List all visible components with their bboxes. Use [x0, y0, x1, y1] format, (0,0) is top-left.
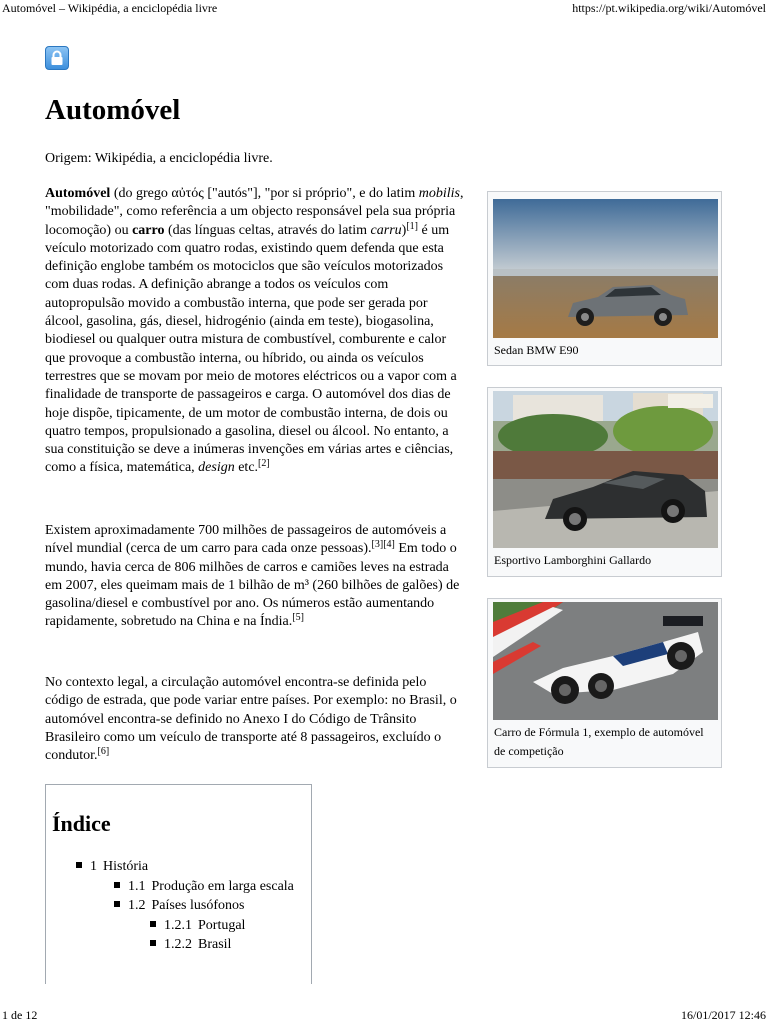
intro-paragraph: Automóvel (do grego αὐτός ["autós"], "por si próprio", e do latim mobilis, "mobilidade", como referência a um objecto responsável pela sua própria locomoção) ou carro (das línguas celtas, através do latim carru)[1] é um veículo motorizado com quatro rodas, existindo quem defenda que esta definição englobe também os motociclos que são veículos motorizados com duas rodas. A definição abrange a todos os veículos com autopropulsão movido a combustão interna, que pode ser gerada por álcool, gasolina, gás, diesel, hidrogénio (ainda em teste), biogasolina, biodiesel ou qualquer outra mistura de combustível, comburente e calor que provoque a combustão interna, ou híbrido, ou ainda os veículos terrestres que se movam por meio de motores eléctricos ou a vapor com a finalidade de transporte de passageiros e carga. O automóvel dos dias de hoje dispõe, tipicamente, de um motor de combustão interna, de dois ou quatro tempos, propulsionado a gasolina, diesel ou álcool. No entanto, a sua constituição se deve a inúmeras invenções em várias artes e ciências, como a física, matemática, design etc.[2] [45, 186, 464, 476]
figure-caption: Carro de Fórmula 1, exemplo de automóvel de competição [494, 725, 704, 758]
toc-item-paises-lusofonos[interactable]: 1.2 Países lusófonos [114, 897, 244, 915]
origin-note: Origem: Wikipédia, a enciclopédia livre. [45, 151, 273, 166]
ref-2-link[interactable]: [2] [258, 458, 270, 470]
lamborghini-image[interactable] [493, 391, 718, 548]
print-datetime: 16/01/2017 12:46 [680, 1008, 766, 1022]
formula1-image[interactable] [493, 602, 718, 720]
ref-5-link[interactable]: [5] [292, 612, 304, 624]
print-page-count: 1 de 12 [2, 1008, 38, 1022]
lock-icon[interactable] [45, 46, 69, 70]
bullet-icon [114, 901, 120, 907]
legal-paragraph: No contexto legal, a circulação automóvel encontra-se definida pelo código de estrada, que pode variar entre países. Por exemplo: no Brasil, o automóvel encontra-se definido no Anexo I do Código de Trânsito Brasileiro como um veículo de transporte até 8 passageiros, excluído o condutor.[6] [45, 675, 457, 764]
term-carro: carro [132, 222, 165, 238]
toc-title: Índice [52, 811, 111, 836]
term-automovel: Automóvel [45, 186, 111, 201]
term-design: design [198, 460, 235, 476]
toc-item-portugal[interactable]: 1.2.1 Portugal [150, 917, 245, 935]
figure-caption: Sedan BMW E90 [494, 343, 579, 357]
ref-1-link[interactable]: [1] [406, 220, 419, 232]
figure-bmw [487, 191, 722, 366]
statistics-paragraph: Existem aproximadamente 700 milhões de passageiros de automóveis a nível mundial (cerca de um carro para cada onze pessoas).[3][4] Em todo o mundo, havia cerca de 806 milhões de carros e camiões leves na estrada em 2007, eles queimam mais de 1 bilhão de m³ (260 bilhões de galões) de gasolina/diesel e combustível por ano. Os números estão aumentando rapidamente, sobretudo na China e na Índia.[5] [45, 523, 460, 630]
table-of-contents [45, 784, 312, 984]
ref-3-link[interactable]: [3] [371, 539, 384, 551]
bmw-sedan-image[interactable] [493, 199, 718, 338]
print-page-url: https://pt.wikipedia.org/wiki/Automóvel [572, 1, 766, 15]
bullet-icon [150, 940, 156, 946]
toc-item-producao[interactable]: 1.1 Produção em larga escala [114, 878, 294, 896]
greek-word: αὐτός [171, 186, 204, 201]
latin-carru: carru [370, 222, 402, 238]
print-page-title: Automóvel – Wikipédia, a enciclopédia livre [2, 1, 218, 15]
bullet-icon [114, 882, 120, 888]
ref-6-link[interactable]: [6] [97, 746, 110, 758]
toc-item-historia[interactable]: 1 História [76, 858, 148, 876]
figure-caption: Esportivo Lamborghini Gallardo [494, 553, 652, 567]
page-title: Automóvel [45, 94, 181, 126]
latin-mobilis: mobilis [418, 186, 460, 201]
bullet-icon [150, 921, 156, 927]
figure-lamborghini [487, 387, 722, 577]
figure-formula1 [487, 598, 722, 768]
bullet-icon [76, 862, 82, 868]
ref-4-link[interactable]: [4] [383, 539, 395, 551]
toc-item-brasil[interactable]: 1.2.2 Brasil [150, 936, 231, 954]
